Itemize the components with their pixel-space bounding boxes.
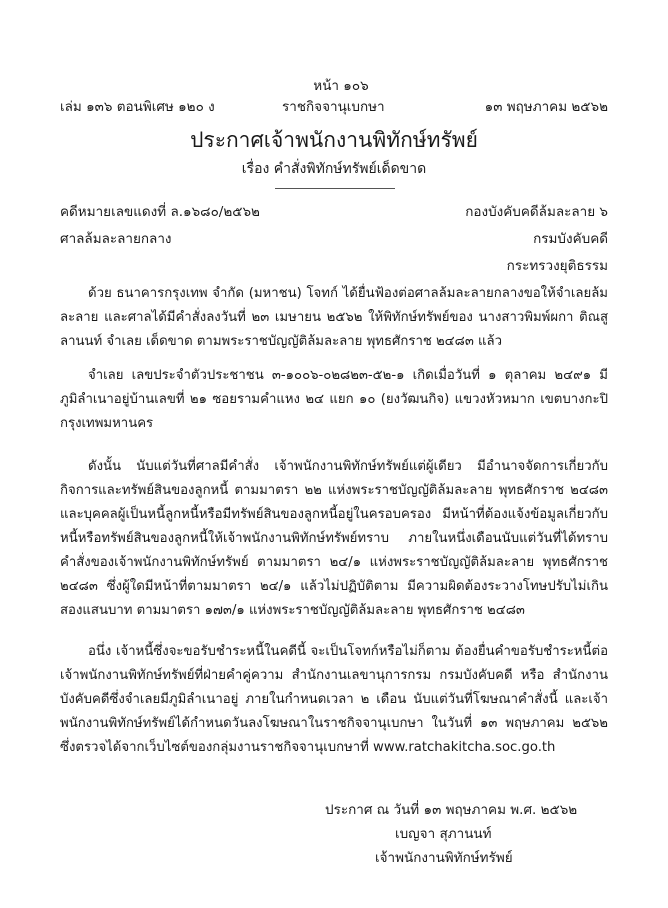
office-department: กรมบังคับคดี xyxy=(533,231,608,247)
announcement-subject: เรื่อง คำสั่งพิทักษ์ทรัพย์เด็ดขาด xyxy=(241,161,427,177)
signer-name: เบญจา สุภานนท์ xyxy=(395,826,492,842)
page-number: หน้า ๑๐๖ xyxy=(313,78,369,94)
gazette-name: ราชกิจจานุเบกษา xyxy=(282,99,385,115)
case-number: คดีหมายเลขแดงที่ ล.๑๖๘๐/๒๕๖๒ xyxy=(60,204,260,220)
court-name: ศาลล้มละลายกลาง xyxy=(60,231,172,247)
office-division: กองบังคับคดีล้มละลาย ๖ xyxy=(465,204,608,220)
announcement-date: ประกาศ ณ วันที่ ๑๓ พฤษภาคม พ.ศ. ๒๕๖๒ xyxy=(325,802,578,818)
announcement-title: ประกาศเจ้าพนักงานพิทักษ์ทรัพย์ xyxy=(190,128,478,152)
paragraph-petition: ด้วย ธนาคารกรุงเทพ จำกัด (มหาชน) โจทก์ ได้ยื่นฟ้องต่อศาลล้มละลายกลางขอให้จำเลยล้มละลาย และศาลได้มีคำสั่งลงวันที่ ๒๓ เมษายน ๒๕๖๒ ให้พิทักษ์ทรัพย์ของ นางสาวพิมพ์ผกา ติณสูลานนท์ จำเลย เด็ดขาด ตามพระราชบัญญัติล้มละลาย พุทธศักราช ๒๔๘๓ แล้ว xyxy=(60,286,608,349)
paragraph-debtor-info: จำเลย เลขประจำตัวประชาชน ๓-๑๐๐๖-๐๒๘๒๓-๕๒-๑ เกิดเมื่อวันที่ ๑ ตุลาคม ๒๔๙๑ มีภูมิลำเนาอยู่บ้านเลขที่ ๒๑ ซอยรามคำแหง ๒๔ แยก ๑๐ (ยงวัฒนกิจ) แขวงหัวหมาก เขตบางกะปิ กรุงเทพมหานคร xyxy=(60,368,608,431)
volume-issue: เล่ม ๑๓๖ ตอนพิเศษ ๑๒๐ ง xyxy=(60,99,215,115)
paragraph-creditor-claims: อนึ่ง เจ้าหนี้ซึ่งจะขอรับชำระหนี้ในคดีนี้ จะเป็นโจทก์หรือไม่ก็ตาม ต้องยื่นคำขอรับชำระหนี้ต่อเจ้าพนักงานพิทักษ์ทรัพย์ที่ฝ่ายคำคู่ความ สำนักงานเลขานุการกรม กรมบังคับคดี หรือ สำนักงานบังคับคดีซึ่งจำเลยมีภูมิลำเนาอยู่ ภายในกำหนดเวลา ๒ เดือน นับแต่วันที่โฆษณาคำสั่งนี้ และเจ้าพนักงานพิทักษ์ทรัพย์ได้กำหนดวันลงโฆษณาในราชกิจจานุเบกษา ในวันที่ ๑๓ พฤษภาคม ๒๕๖๒ ซึ่งตรวจได้จากเว็บไซต์ของกลุ่มงานราชกิจจานุเบกษาที่ www.ratchakitcha.soc.go.th xyxy=(60,644,608,755)
title-divider xyxy=(275,188,395,189)
office-ministry: กระทรวงยุติธรรม xyxy=(506,258,608,274)
signer-position: เจ้าพนักงานพิทักษ์ทรัพย์ xyxy=(375,850,513,866)
gazette-date: ๑๓ พฤษภาคม ๒๕๖๒ xyxy=(484,99,608,115)
paragraph-receiver-powers: ดังนั้น นับแต่วันที่ศาลมีคำสั่ง เจ้าพนักงานพิทักษ์ทรัพย์แต่ผู้เดียว มีอำนาจจัดการเกี่ยวกับกิจการและทรัพย์สินของลูกหนี้ ตามมาตรา ๒๒ แห่งพระราชบัญญัติล้มละลาย พุทธศักราช ๒๔๘๓ และบุคคลผู้เป็นหนี้ลูกหนี้หรือมีทรัพย์สินของลูกหนี้อยู่ในครอบครอง มีหน้าที่ต้องแจ้งข้อมูลเกี่ยวกับหนี้หรือทรัพย์สินของลูกหนี้ให้เจ้าพนักงานพิทักษ์ทรัพย์ทราบ ภายในหนึ่งเดือนนับแต่วันที่ได้ทราบคำสั่งของเจ้าพนักงานพิทักษ์ทรัพย์ ตามมาตรา ๒๔/๑ แห่งพระราชบัญญัติล้มละลาย พุทธศักราช ๒๔๘๓ ซึ่งผู้ใดมีหน้าที่ตามมาตรา ๒๔/๑ แล้วไม่ปฏิบัติตาม มีความผิดต้องระวางโทษปรับไม่เกินสองแสนบาท ตามมาตรา ๑๗๓/๑ แห่งพระราชบัญญัติล้มละลาย พุทธศักราช ๒๔๘๓ xyxy=(60,459,608,618)
